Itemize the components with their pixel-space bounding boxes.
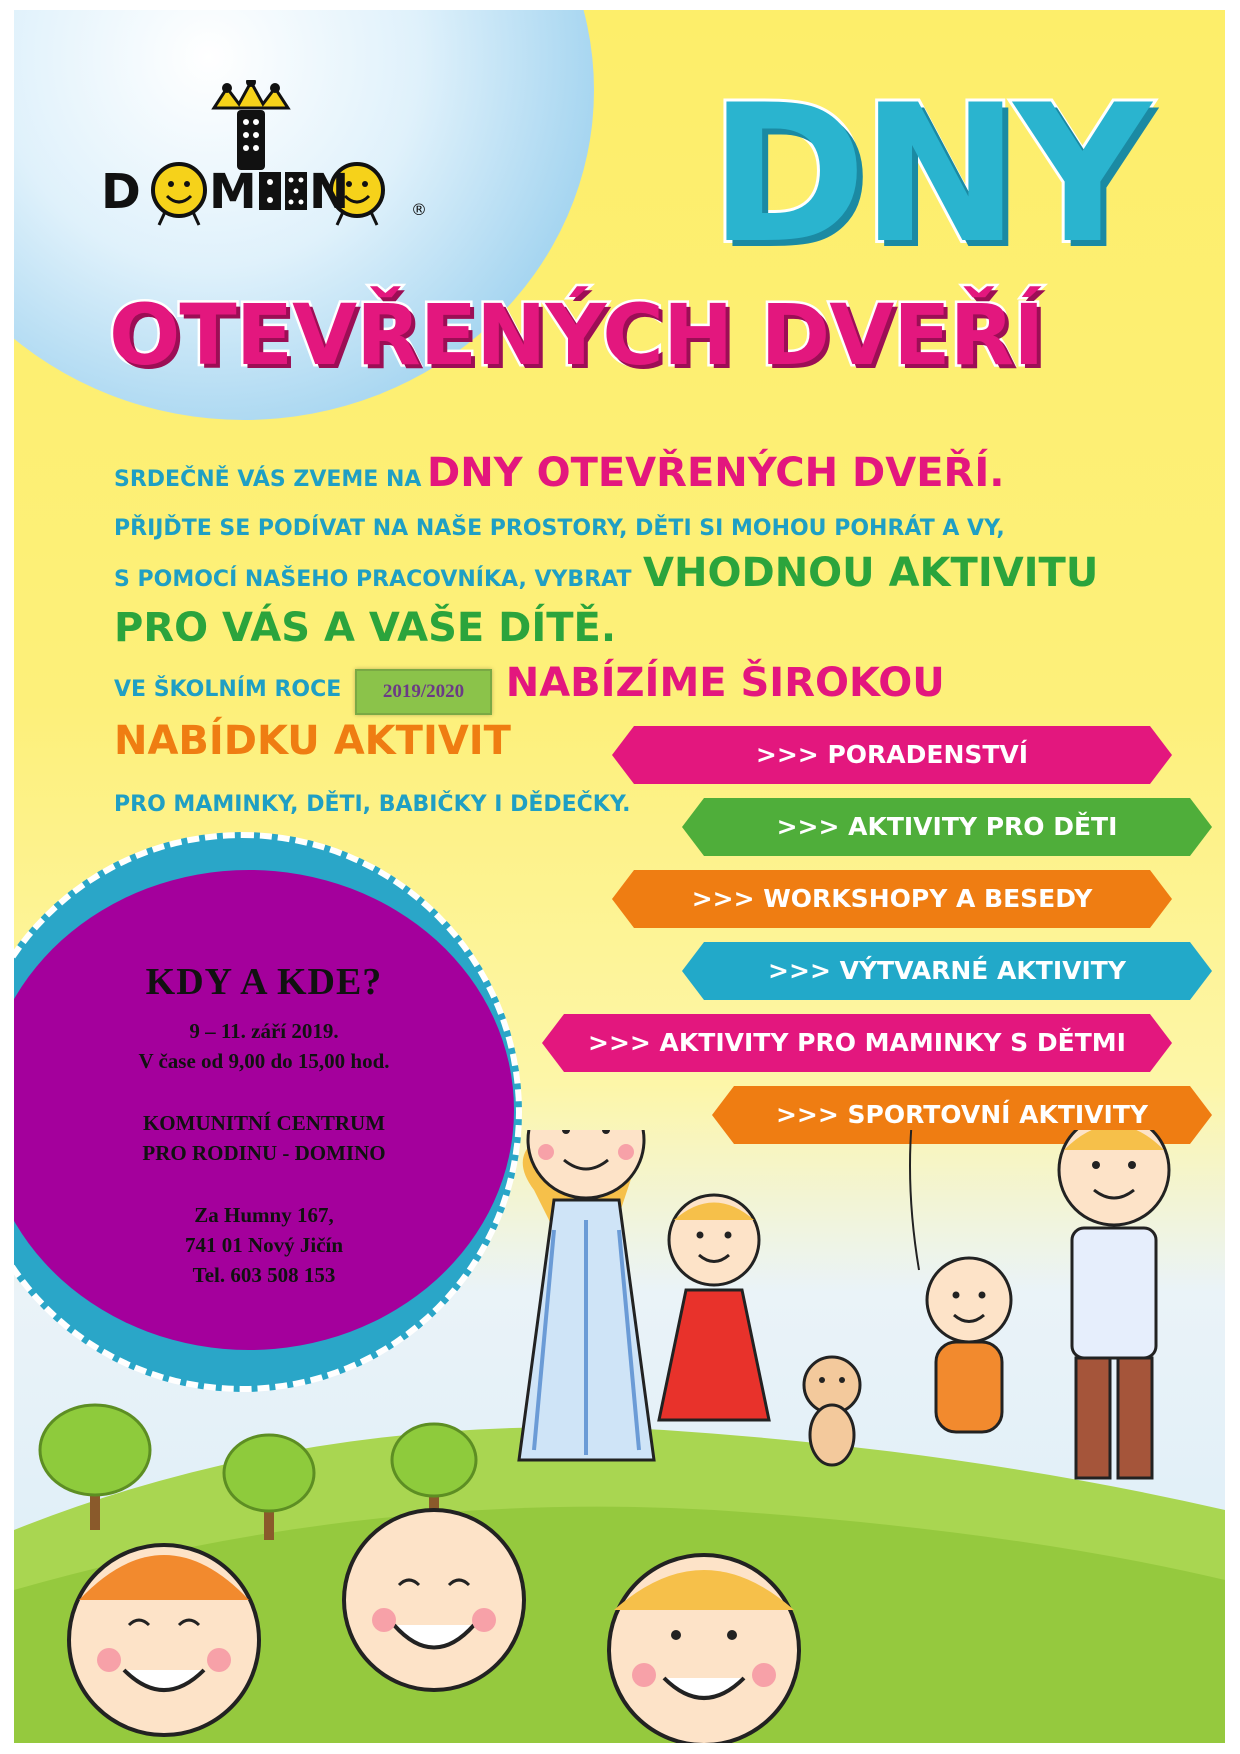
svg-text:D: D <box>101 164 141 220</box>
registered-mark: ® <box>411 200 427 219</box>
banner-label: >>> WORKSHOPY A BESEDY <box>691 884 1093 913</box>
banner-label: >>> AKTIVITY PRO MAMINKY S DĚTMI <box>588 1028 1126 1057</box>
girl-figure-icon <box>659 1195 769 1420</box>
svg-text:M: M <box>209 164 257 220</box>
banner-maminky <box>542 1014 1172 1072</box>
banner-vytvarne <box>682 942 1212 1000</box>
intro-line-7: PRO MAMINKY, DĚTI, BABIČKY I DĚDEČKY. <box>114 792 631 817</box>
banner-label: >>> AKTIVITY PRO DĚTI <box>776 812 1118 841</box>
dog-icon <box>804 1357 860 1465</box>
intro-line-3-highlight: VHODNOU AKTIVITU <box>643 550 1099 596</box>
banner-workshopy <box>612 870 1172 928</box>
info-time: V čase od 9,00 do 15,00 hod. <box>138 1049 390 1073</box>
intro-line-1-prefix: SRDEČNĚ VÁS ZVEME NA <box>114 467 422 492</box>
family-children-icon <box>14 1130 1225 1743</box>
mother-figure-icon <box>519 1130 654 1460</box>
info-phone: Tel. 603 508 153 <box>192 1263 336 1287</box>
title-otevrenych-dveri: OTEVŘENÝCH DVEŘÍ <box>109 286 1044 384</box>
banner-label: >>> VÝTVARNÉ AKTIVITY <box>768 956 1126 985</box>
boy-balloon-figure-icon <box>879 1130 1011 1432</box>
intro-line-5 <box>114 660 945 715</box>
info-place-2: PRO RODINU - DOMINO <box>142 1141 386 1165</box>
intro-line-3-prefix: S POMOCÍ NAŠEHO PRACOVNÍKA, VYBRAT <box>114 567 632 592</box>
poster <box>14 10 1225 1743</box>
banner-aktivity-pro-deti <box>682 798 1212 856</box>
info-city: 741 01 Nový Jičín <box>184 1233 344 1257</box>
intro-line-5-highlight: NABÍZÍME ŠIROKOU <box>505 660 945 706</box>
banner-poradenstvi <box>612 726 1172 784</box>
info-date: 9 – 11. září 2019. <box>189 1019 339 1043</box>
crown-die-icon <box>99 80 429 230</box>
year-badge: 2019/2020 <box>355 669 492 715</box>
info-place-1: KOMUNITNÍ CENTRUM <box>142 1111 386 1135</box>
svg-text:N: N <box>309 164 350 220</box>
intro-line-1 <box>114 450 1004 496</box>
domino-logo <box>99 80 429 230</box>
info-street: Za Humny 167, <box>194 1203 334 1227</box>
intro-line-3 <box>114 550 1098 596</box>
title-dny: DNY <box>709 64 1146 285</box>
info-title: KDY A KDE? <box>145 961 383 1003</box>
intro-line-2: PŘIJĎTE SE PODÍVAT NA NAŠE PROSTORY, DĚTI SI MOHOU POHRÁT A VY, <box>114 516 1005 541</box>
intro-line-4: PRO VÁS A VAŠE DÍTĚ. <box>114 605 617 651</box>
child-face-icon <box>609 1555 799 1743</box>
intro-line-6: NABÍDKU AKTIVIT <box>114 718 511 764</box>
child-face-icon <box>69 1545 259 1735</box>
father-figure-icon <box>1059 1130 1169 1478</box>
intro-line-1-highlight: DNY OTEVŘENÝCH DVEŘÍ. <box>427 450 1005 496</box>
banner-label: >>> PORADENSTVÍ <box>755 740 1029 769</box>
intro-line-5-prefix: VE ŠKOLNÍM ROCE <box>114 677 342 702</box>
banner-label: >>> SPORTOVNÍ AKTIVITY <box>775 1100 1149 1129</box>
child-face-icon <box>344 1510 524 1690</box>
